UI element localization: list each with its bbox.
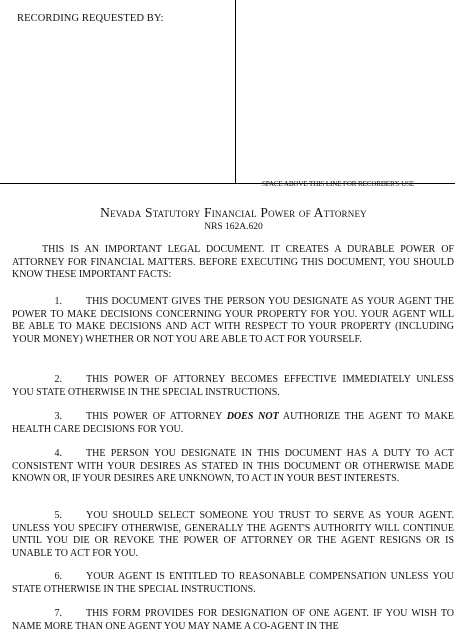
fact-paragraph-5: [12, 510, 454, 560]
document-title: Nevada Statutory Financial Power of Attorney: [100, 205, 367, 220]
recording-box-divider: [235, 0, 236, 183]
fact-number: 5.: [54, 510, 62, 521]
recording-box: [0, 0, 235, 183]
fact-paragraph-4: [12, 448, 454, 486]
fact-paragraph-3: [12, 411, 454, 436]
fact-paragraph-2: [12, 374, 454, 399]
fact-number: 2.: [54, 374, 62, 385]
fact-paragraph-6: [12, 571, 454, 596]
fact-text: YOUR AGENT IS ENTITLED TO REASONABLE COMPENSATION UNLESS YOU STATE OTHERWISE IN THE SPECIAL INSTRUCTIONS.: [12, 571, 454, 595]
fact-number: 6.: [54, 571, 62, 582]
fact-text: THIS DOCUMENT GIVES THE PERSON YOU DESIGNATE AS YOUR AGENT THE POWER TO MAKE DECISIONS CONCERNING YOUR PROPERTY FOR YOU. YOUR AGENT WILL BE ABLE TO MAKE DECISIONS AND ACT WITH RESPECT TO YOUR PROPERTY (INCLUDING YOUR MONEY) WHETHER OR NOT YOU ARE ABLE TO ACT FOR YOURSELF.: [12, 296, 454, 345]
fact-text: YOU SHOULD SELECT SOMEONE YOU TRUST TO SERVE AS YOUR AGENT. UNLESS YOU SPECIFY OTHERWISE, GENERALLY THE AGENT'S AUTHORITY WILL CONTINUE UNTIL YOU DIE OR REVOKE THE POWER OF ATTORNEY OR THE AGENT RESIGNS OR IS UNABLE TO ACT FOR YOU.: [12, 510, 454, 559]
fact-text: THIS POWER OF ATTORNEY: [86, 411, 227, 422]
fact-number: 3.: [54, 411, 62, 422]
recording-requested-label: RECORDING REQUESTED BY:: [17, 13, 164, 24]
fact-text: THIS FORM PROVIDES FOR DESIGNATION OF ONE AGENT. IF YOU WISH TO NAME MORE THAN ONE AGENT YOU MAY NAME A CO-AGENT IN THE: [12, 608, 454, 632]
statute-reference: NRS 162A.620: [204, 222, 263, 232]
recorder-space-note: SPACE ABOVE THIS LINE FOR RECORDER'S USE: [262, 180, 415, 188]
fact-text: THIS POWER OF ATTORNEY BECOMES EFFECTIVE IMMEDIATELY UNLESS YOU STATE OTHERWISE IN THE SPECIAL INSTRUCTIONS.: [12, 374, 454, 398]
fact-number: 4.: [54, 448, 62, 459]
fact-paragraph-7: [12, 608, 454, 633]
fact-text: AUTHORIZE THE AGENT TO MAKE HEALTH CARE DECISIONS FOR YOU.: [12, 411, 454, 435]
fact-paragraph-1: [12, 296, 454, 346]
intro-paragraph: THIS IS AN IMPORTANT LEGAL DOCUMENT. IT CREATES A DURABLE POWER OF ATTORNEY FOR FINANCIAL MATTERS. BEFORE EXECUTING THIS DOCUMENT, YOU SHOULD KNOW THESE IMPORTANT FACTS:: [12, 244, 454, 281]
fact-text: THE PERSON YOU DESIGNATE IN THIS DOCUMENT HAS A DUTY TO ACT CONSISTENT WITH YOUR DESIRES AS STATED IN THIS DOCUMENT OR OTHERWISE MADE KNOWN OR, IF YOUR DESIRES ARE UNKNOWN, TO ACT IN YOUR BEST INTERESTS.: [12, 448, 454, 485]
fact-number: 7.: [54, 608, 62, 619]
fact-emphasis: DOES NOT: [226, 411, 279, 422]
fact-number: 1.: [54, 296, 62, 307]
